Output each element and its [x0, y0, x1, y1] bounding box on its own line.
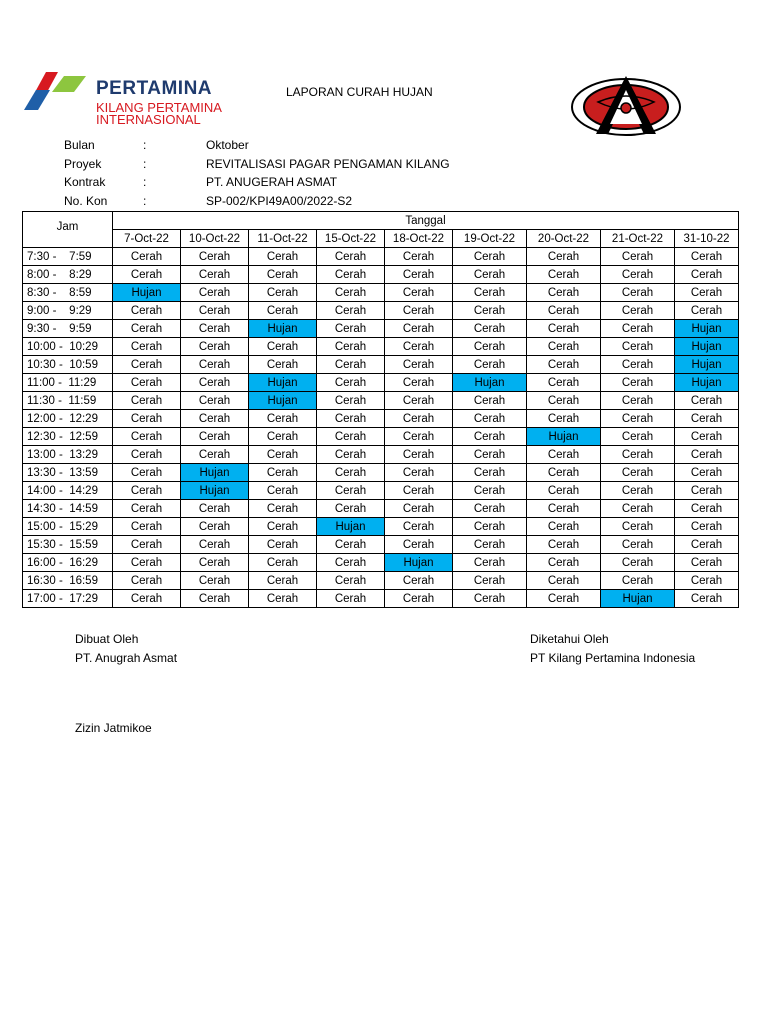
weather-cell-cerah: Cerah	[675, 446, 739, 464]
weather-cell-cerah: Cerah	[249, 356, 317, 374]
weather-cell-cerah: Cerah	[675, 572, 739, 590]
weather-cell-cerah: Cerah	[675, 554, 739, 572]
acknowledged-by-block	[530, 630, 695, 667]
time-slot-cell: 11:00 - 11:29	[23, 374, 113, 392]
weather-cell-cerah: Cerah	[527, 392, 601, 410]
weather-cell-cerah: Cerah	[527, 500, 601, 518]
table-row	[23, 410, 739, 428]
weather-cell-cerah: Cerah	[601, 554, 675, 572]
time-slot-cell: 13:00 - 13:29	[23, 446, 113, 464]
weather-cell-hujan: Hujan	[317, 518, 385, 536]
weather-cell-cerah: Cerah	[317, 590, 385, 608]
info-colon: :	[143, 193, 147, 208]
time-slot-cell: 8:00 - 8:29	[23, 266, 113, 284]
weather-cell-cerah: Cerah	[249, 248, 317, 266]
weather-cell-cerah: Cerah	[527, 248, 601, 266]
weather-cell-cerah: Cerah	[181, 338, 249, 356]
weather-cell-cerah: Cerah	[527, 572, 601, 590]
weather-cell-cerah: Cerah	[675, 410, 739, 428]
weather-cell-cerah: Cerah	[453, 590, 527, 608]
weather-cell-cerah: Cerah	[113, 302, 181, 320]
time-slot-cell: 9:00 - 9:29	[23, 302, 113, 320]
weather-cell-cerah: Cerah	[249, 446, 317, 464]
weather-cell-hujan: Hujan	[113, 284, 181, 302]
weather-cell-cerah: Cerah	[249, 284, 317, 302]
weather-cell-cerah: Cerah	[675, 500, 739, 518]
weather-cell-cerah: Cerah	[317, 446, 385, 464]
weather-cell-cerah: Cerah	[601, 482, 675, 500]
weather-cell-cerah: Cerah	[385, 464, 453, 482]
weather-cell-cerah: Cerah	[527, 518, 601, 536]
weather-cell-cerah: Cerah	[385, 248, 453, 266]
weather-cell-cerah: Cerah	[317, 248, 385, 266]
weather-cell-cerah: Cerah	[249, 590, 317, 608]
table-row	[23, 536, 739, 554]
weather-cell-hujan: Hujan	[249, 374, 317, 392]
weather-cell-cerah: Cerah	[181, 356, 249, 374]
weather-cell-cerah: Cerah	[601, 500, 675, 518]
weather-cell-cerah: Cerah	[601, 248, 675, 266]
weather-cell-cerah: Cerah	[675, 392, 739, 410]
weather-cell-cerah: Cerah	[453, 572, 527, 590]
table-row	[23, 266, 739, 284]
weather-cell-cerah: Cerah	[181, 410, 249, 428]
info-label: Bulan	[64, 138, 95, 152]
date-header-cell: 15-Oct-22	[317, 230, 385, 248]
weather-cell-cerah: Cerah	[601, 410, 675, 428]
weather-cell-cerah: Cerah	[113, 338, 181, 356]
info-value: SP-002/KPI49A00/2022-S2	[206, 193, 353, 208]
time-slot-cell: 8:30 - 8:59	[23, 284, 113, 302]
weather-cell-cerah: Cerah	[317, 428, 385, 446]
weather-cell-cerah: Cerah	[317, 482, 385, 500]
table-row	[23, 338, 739, 356]
weather-cell-cerah: Cerah	[601, 428, 675, 446]
weather-cell-cerah: Cerah	[181, 428, 249, 446]
weather-cell-cerah: Cerah	[527, 284, 601, 302]
weather-cell-cerah: Cerah	[527, 536, 601, 554]
weather-cell-cerah: Cerah	[527, 554, 601, 572]
pertamina-logo	[24, 68, 239, 128]
weather-cell-cerah: Cerah	[385, 302, 453, 320]
acknowledged-by-org: PT Kilang Pertamina Indonesia	[530, 650, 696, 665]
date-header-cell: 10-Oct-22	[181, 230, 249, 248]
time-slot-cell: 14:30 - 14:59	[23, 500, 113, 518]
weather-cell-hujan: Hujan	[675, 356, 739, 374]
table-row	[23, 590, 739, 608]
weather-cell-cerah: Cerah	[453, 482, 527, 500]
time-slot-cell: 15:30 - 15:59	[23, 536, 113, 554]
weather-cell-cerah: Cerah	[113, 500, 181, 518]
weather-cell-cerah: Cerah	[601, 374, 675, 392]
weather-cell-cerah: Cerah	[113, 356, 181, 374]
weather-cell-cerah: Cerah	[317, 410, 385, 428]
contractor-emblem	[568, 72, 684, 142]
weather-cell-cerah: Cerah	[385, 284, 453, 302]
weather-cell-hujan: Hujan	[249, 320, 317, 338]
acknowledged-by-title: Diketahui Oleh	[530, 632, 609, 646]
weather-cell-cerah: Cerah	[527, 374, 601, 392]
weather-cell-cerah: Cerah	[113, 428, 181, 446]
date-header-row	[23, 230, 739, 248]
weather-cell-cerah: Cerah	[317, 392, 385, 410]
weather-cell-hujan: Hujan	[181, 482, 249, 500]
weather-cell-cerah: Cerah	[601, 284, 675, 302]
weather-cell-cerah: Cerah	[601, 572, 675, 590]
info-value: PT. ANUGERAH ASMAT	[206, 175, 338, 189]
table-row	[23, 464, 739, 482]
date-header-cell: 11-Oct-22	[249, 230, 317, 248]
prepared-by-title: Dibuat Oleh	[75, 632, 139, 646]
weather-cell-cerah: Cerah	[453, 518, 527, 536]
weather-cell-hujan: Hujan	[675, 374, 739, 392]
weather-cell-cerah: Cerah	[181, 518, 249, 536]
prepared-by-org: PT. Anugrah Asmat	[75, 650, 178, 665]
weather-cell-cerah: Cerah	[675, 248, 739, 266]
table-row	[23, 446, 739, 464]
info-colon: :	[143, 138, 147, 152]
weather-cell-cerah: Cerah	[181, 554, 249, 572]
weather-cell-cerah: Cerah	[385, 572, 453, 590]
weather-cell-cerah: Cerah	[249, 536, 317, 554]
weather-cell-cerah: Cerah	[181, 374, 249, 392]
weather-cell-cerah: Cerah	[317, 302, 385, 320]
weather-cell-cerah: Cerah	[453, 302, 527, 320]
weather-cell-cerah: Cerah	[601, 356, 675, 374]
weather-cell-hujan: Hujan	[527, 428, 601, 446]
weather-cell-cerah: Cerah	[453, 266, 527, 284]
weather-cell-cerah: Cerah	[181, 302, 249, 320]
weather-cell-cerah: Cerah	[113, 590, 181, 608]
weather-cell-cerah: Cerah	[385, 392, 453, 410]
weather-cell-cerah: Cerah	[113, 482, 181, 500]
weather-cell-cerah: Cerah	[181, 500, 249, 518]
table-row	[23, 320, 739, 338]
weather-cell-cerah: Cerah	[453, 410, 527, 428]
weather-cell-cerah: Cerah	[249, 266, 317, 284]
weather-cell-cerah: Cerah	[113, 392, 181, 410]
date-header-cell: 18-Oct-22	[385, 230, 453, 248]
weather-cell-cerah: Cerah	[527, 266, 601, 284]
weather-cell-cerah: Cerah	[675, 302, 739, 320]
table-row	[23, 428, 739, 446]
weather-cell-hujan: Hujan	[385, 554, 453, 572]
time-slot-cell: 11:30 - 11:59	[23, 392, 113, 410]
weather-cell-cerah: Cerah	[113, 248, 181, 266]
weather-cell-cerah: Cerah	[675, 284, 739, 302]
time-slot-cell: 13:30 - 13:59	[23, 464, 113, 482]
weather-cell-cerah: Cerah	[527, 464, 601, 482]
time-slot-cell: 10:00 - 10:29	[23, 338, 113, 356]
weather-cell-cerah: Cerah	[317, 284, 385, 302]
weather-cell-cerah: Cerah	[453, 428, 527, 446]
weather-cell-cerah: Cerah	[453, 464, 527, 482]
info-label: Proyek	[64, 156, 102, 171]
weather-cell-cerah: Cerah	[113, 320, 181, 338]
weather-cell-cerah: Cerah	[453, 392, 527, 410]
weather-cell-cerah: Cerah	[249, 518, 317, 536]
weather-cell-cerah: Cerah	[675, 464, 739, 482]
weather-cell-cerah: Cerah	[675, 266, 739, 284]
weather-cell-cerah: Cerah	[249, 554, 317, 572]
weather-cell-cerah: Cerah	[181, 392, 249, 410]
weather-cell-cerah: Cerah	[601, 464, 675, 482]
weather-cell-cerah: Cerah	[527, 446, 601, 464]
weather-cell-cerah: Cerah	[385, 590, 453, 608]
weather-cell-cerah: Cerah	[453, 248, 527, 266]
table-row	[23, 518, 739, 536]
weather-cell-cerah: Cerah	[385, 320, 453, 338]
weather-cell-hujan: Hujan	[249, 392, 317, 410]
weather-cell-cerah: Cerah	[113, 266, 181, 284]
weather-cell-cerah: Cerah	[385, 482, 453, 500]
weather-cell-cerah: Cerah	[181, 536, 249, 554]
prepared-by-block	[75, 630, 177, 667]
weather-cell-cerah: Cerah	[113, 410, 181, 428]
weather-cell-cerah: Cerah	[527, 590, 601, 608]
weather-cell-cerah: Cerah	[249, 482, 317, 500]
time-slot-cell: 17:00 - 17:29	[23, 590, 113, 608]
date-header-cell: 19-Oct-22	[453, 230, 527, 248]
weather-cell-cerah: Cerah	[453, 500, 527, 518]
weather-cell-cerah: Cerah	[249, 410, 317, 428]
weather-cell-cerah: Cerah	[181, 284, 249, 302]
weather-cell-cerah: Cerah	[317, 464, 385, 482]
weather-cell-cerah: Cerah	[385, 428, 453, 446]
signer-name: Zizin Jatmikoe	[75, 721, 152, 735]
weather-cell-cerah: Cerah	[317, 554, 385, 572]
table-row	[23, 572, 739, 590]
weather-cell-cerah: Cerah	[675, 536, 739, 554]
weather-cell-hujan: Hujan	[675, 320, 739, 338]
weather-cell-cerah: Cerah	[249, 302, 317, 320]
weather-cell-hujan: Hujan	[601, 590, 675, 608]
weather-cell-cerah: Cerah	[385, 356, 453, 374]
table-row	[23, 284, 739, 302]
weather-cell-cerah: Cerah	[527, 320, 601, 338]
info-value: REVITALISASI PAGAR PENGAMAN KILANG	[206, 156, 450, 171]
brand-name: PERTAMINA	[96, 78, 213, 99]
weather-cell-cerah: Cerah	[181, 266, 249, 284]
jam-header: Jam	[23, 212, 113, 248]
info-colon: :	[143, 156, 147, 171]
weather-cell-cerah: Cerah	[527, 356, 601, 374]
table-row	[23, 356, 739, 374]
time-slot-cell: 9:30 - 9:59	[23, 320, 113, 338]
weather-cell-cerah: Cerah	[453, 320, 527, 338]
weather-cell-cerah: Cerah	[453, 284, 527, 302]
weather-cell-cerah: Cerah	[675, 428, 739, 446]
weather-cell-cerah: Cerah	[113, 554, 181, 572]
table-header-row	[23, 212, 739, 230]
weather-cell-cerah: Cerah	[113, 446, 181, 464]
weather-cell-cerah: Cerah	[675, 590, 739, 608]
weather-cell-hujan: Hujan	[181, 464, 249, 482]
date-header-cell: 7-Oct-22	[113, 230, 181, 248]
table-row	[23, 554, 739, 572]
weather-cell-cerah: Cerah	[385, 536, 453, 554]
weather-cell-cerah: Cerah	[113, 374, 181, 392]
weather-cell-cerah: Cerah	[181, 320, 249, 338]
table-row	[23, 302, 739, 320]
date-header-cell: 20-Oct-22	[527, 230, 601, 248]
weather-cell-cerah: Cerah	[527, 338, 601, 356]
info-value: Oktober	[206, 138, 249, 152]
weather-cell-cerah: Cerah	[601, 518, 675, 536]
weather-cell-cerah: Cerah	[317, 338, 385, 356]
weather-cell-cerah: Cerah	[113, 518, 181, 536]
weather-cell-cerah: Cerah	[453, 446, 527, 464]
weather-cell-cerah: Cerah	[249, 428, 317, 446]
table-row	[23, 374, 739, 392]
table-row	[23, 248, 739, 266]
time-slot-cell: 14:00 - 14:29	[23, 482, 113, 500]
weather-cell-cerah: Cerah	[453, 536, 527, 554]
weather-cell-hujan: Hujan	[675, 338, 739, 356]
time-slot-cell: 10:30 - 10:59	[23, 356, 113, 374]
weather-cell-cerah: Cerah	[317, 500, 385, 518]
weather-cell-cerah: Cerah	[385, 518, 453, 536]
weather-cell-cerah: Cerah	[385, 446, 453, 464]
time-slot-cell: 15:00 - 15:29	[23, 518, 113, 536]
weather-cell-cerah: Cerah	[675, 518, 739, 536]
time-slot-cell: 16:30 - 16:59	[23, 572, 113, 590]
weather-cell-cerah: Cerah	[675, 482, 739, 500]
weather-cell-cerah: Cerah	[249, 464, 317, 482]
info-label: Kontrak	[64, 175, 106, 189]
weather-cell-cerah: Cerah	[601, 392, 675, 410]
weather-cell-cerah: Cerah	[249, 572, 317, 590]
weather-cell-cerah: Cerah	[317, 320, 385, 338]
weather-cell-cerah: Cerah	[601, 446, 675, 464]
weather-cell-cerah: Cerah	[249, 338, 317, 356]
weather-cell-hujan: Hujan	[453, 374, 527, 392]
weather-cell-cerah: Cerah	[385, 410, 453, 428]
weather-cell-cerah: Cerah	[113, 572, 181, 590]
weather-cell-cerah: Cerah	[601, 302, 675, 320]
date-header-cell: 31-10-22	[675, 230, 739, 248]
weather-cell-cerah: Cerah	[385, 374, 453, 392]
document-title: LAPORAN CURAH HUJAN	[286, 85, 433, 99]
time-slot-cell: 7:30 - 7:59	[23, 248, 113, 266]
weather-cell-cerah: Cerah	[249, 500, 317, 518]
weather-cell-cerah: Cerah	[601, 266, 675, 284]
pertamina-logo-icon	[24, 70, 86, 112]
weather-cell-cerah: Cerah	[601, 338, 675, 356]
weather-cell-cerah: Cerah	[317, 572, 385, 590]
weather-cell-cerah: Cerah	[113, 464, 181, 482]
rainfall-table	[22, 211, 739, 608]
info-colon: :	[143, 175, 147, 189]
time-slot-cell: 12:00 - 12:29	[23, 410, 113, 428]
weather-cell-cerah: Cerah	[181, 590, 249, 608]
weather-cell-cerah: Cerah	[601, 536, 675, 554]
weather-cell-cerah: Cerah	[317, 374, 385, 392]
tanggal-header: Tanggal	[113, 212, 739, 230]
time-slot-cell: 16:00 - 16:29	[23, 554, 113, 572]
weather-cell-cerah: Cerah	[181, 572, 249, 590]
weather-cell-cerah: Cerah	[453, 338, 527, 356]
emblem-icon	[568, 72, 684, 142]
weather-cell-cerah: Cerah	[317, 536, 385, 554]
weather-cell-cerah: Cerah	[527, 482, 601, 500]
info-label: No. Kon	[64, 193, 108, 208]
weather-cell-cerah: Cerah	[385, 500, 453, 518]
date-header-cell: 21-Oct-22	[601, 230, 675, 248]
weather-cell-cerah: Cerah	[601, 320, 675, 338]
table-row	[23, 500, 739, 518]
weather-cell-cerah: Cerah	[385, 266, 453, 284]
weather-cell-cerah: Cerah	[181, 248, 249, 266]
brand-line-2: INTERNASIONAL	[96, 112, 201, 127]
weather-cell-cerah: Cerah	[317, 266, 385, 284]
weather-cell-cerah: Cerah	[453, 356, 527, 374]
weather-cell-cerah: Cerah	[453, 554, 527, 572]
time-slot-cell: 12:30 - 12:59	[23, 428, 113, 446]
weather-cell-cerah: Cerah	[527, 410, 601, 428]
weather-cell-cerah: Cerah	[527, 302, 601, 320]
weather-cell-cerah: Cerah	[113, 536, 181, 554]
table-row	[23, 392, 739, 410]
table-row	[23, 482, 739, 500]
brand-line-1: KILANG PERTAMINA	[96, 100, 222, 115]
weather-cell-cerah: Cerah	[181, 446, 249, 464]
weather-cell-cerah: Cerah	[385, 338, 453, 356]
weather-cell-cerah: Cerah	[317, 356, 385, 374]
